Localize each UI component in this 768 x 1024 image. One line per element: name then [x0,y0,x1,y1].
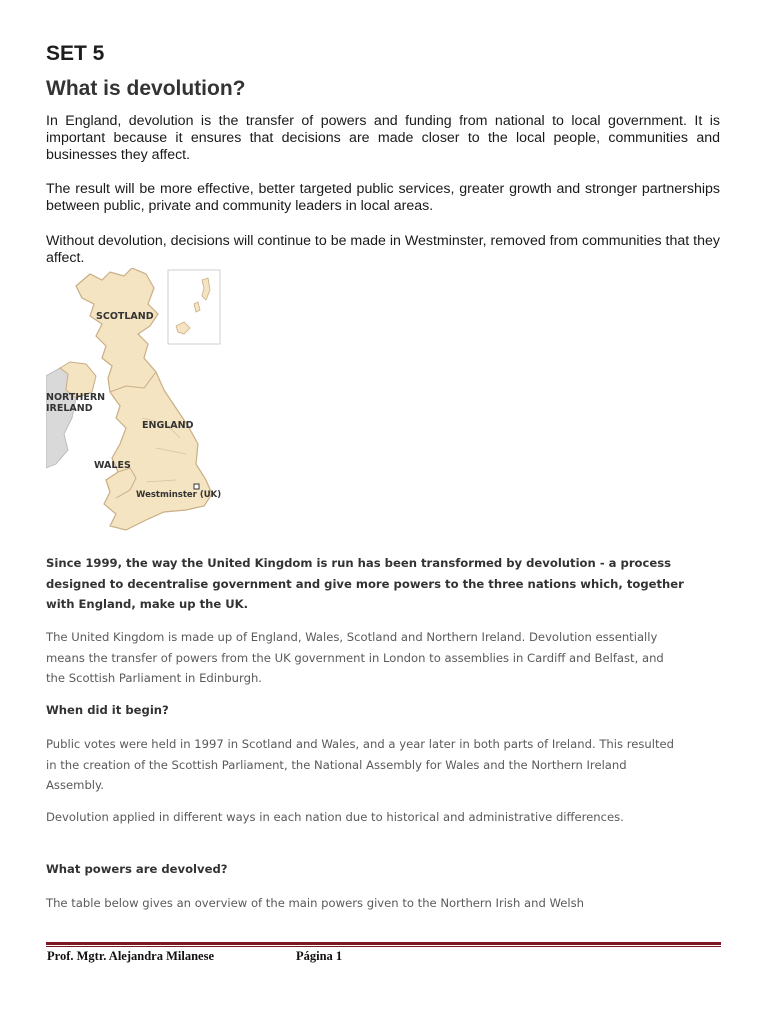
label-northern-ireland-2: IRELAND [46,403,93,414]
intro-paragraph-1: In England, devolution is the transfer of powers and funding from national to local government. It is important because it ensures that decisions are made closer to the local people, communities and businesses they affect. [46,113,720,163]
heading-when-did-it-begin: When did it begin? [46,703,169,717]
label-england: ENGLAND [142,420,194,431]
footer-rule-thin [46,946,721,947]
footer-rule-thick [46,942,721,945]
article-paragraph-2: Public votes were held in 1997 in Scotland and Wales, and a year later in both parts of Ireland. This resulted in the creation of the Scottish Parliament, the National Assembly for Wales and the Northern Ireland Assembly. [46,737,675,792]
heading-what-powers: What powers are devolved? [46,862,228,876]
article-paragraph-4: The table below gives an overview of the main powers given to the Northern Irish and Welsh [46,896,585,910]
label-westminster: Westminster (UK) [136,490,222,500]
page-title: What is devolution? [46,77,246,100]
article-paragraph-1: The United Kingdom is made up of England, Wales, Scotland and Northern Ireland. Devolution essentially means the transfer of powers from the UK government in London to assemblies in Cardiff and Belfast, and the Scottish Parliament in Edinburgh. [46,630,664,685]
footer-page-number: Página 1 [296,949,343,963]
shetland-inset-box [168,270,220,344]
set-label: SET 5 [46,42,105,65]
article-paragraph-3: Devolution applied in different ways in each nation due to historical and administrative differences. [46,810,624,824]
intro-paragraph-2: The result will be more effective, better targeted public services, greater growth and stronger partnerships between public, private and community leaders in local areas. [46,181,720,214]
label-wales: WALES [94,460,131,471]
westminster-marker [194,484,199,489]
intro-paragraph-3: Without devolution, decisions will continue to be made in Westminster, removed from communities that they affect. [46,233,720,266]
uk-devolution-map [46,268,246,534]
label-scotland: SCOTLAND [96,311,154,322]
label-northern-ireland-1: NORTHERN [46,392,106,403]
article-lead: Since 1999, the way the United Kingdom is run has been transformed by devolution - a process designed to decentralise government and give more powers to the three nations which, together with England, make up the UK. [46,556,684,611]
footer-author: Prof. Mgtr. Alejandra Milanese [47,949,214,963]
